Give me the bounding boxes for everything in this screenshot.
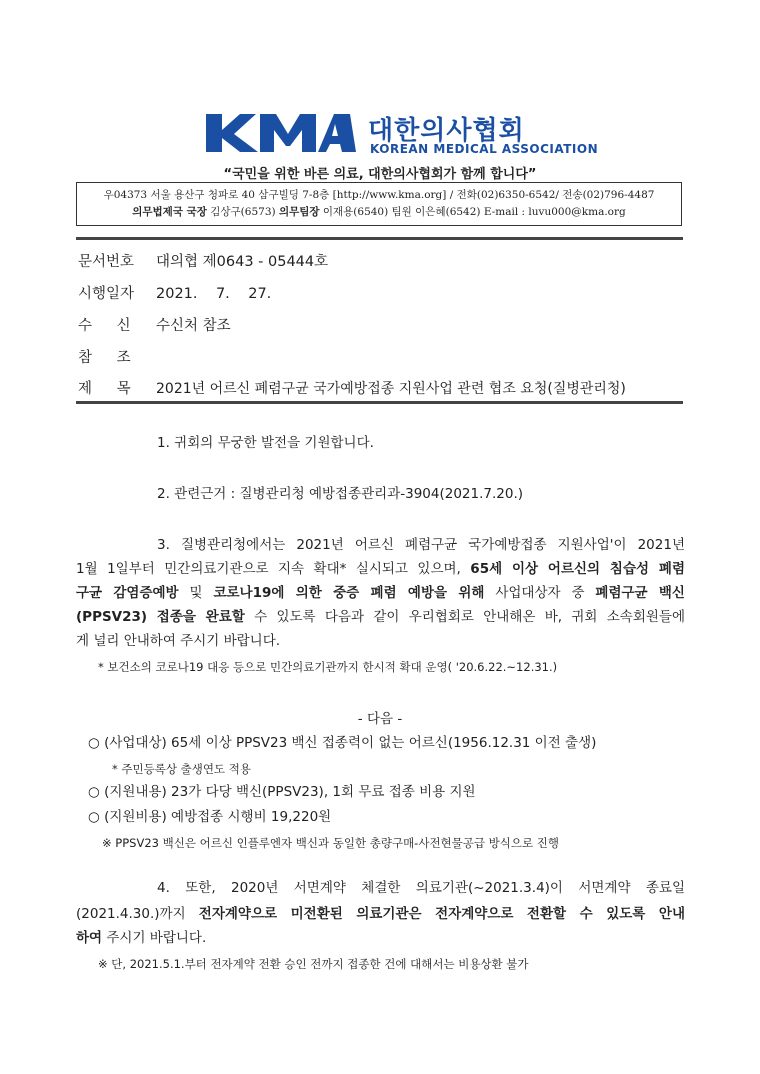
contact-staff [77, 204, 681, 221]
detail-item-target-note: * 주민등록상 출생연도 적용 [112, 762, 251, 776]
contact-label-team: 의무팀장 [278, 206, 320, 218]
contact-box [76, 182, 682, 226]
paragraph-3-line-4 [76, 605, 685, 629]
p3-emphasis-a: 65세 이상 어르신의 침습성 폐렴 [470, 561, 685, 577]
details-heading: - 다음 - [357, 711, 403, 727]
detail-item-cost-note: ※ PPSV23 백신은 어르신 인플루엔자 백신과 동일한 총량구매-사전현물공급 방식으로 진행 [102, 836, 559, 850]
header-divider-bottom [76, 401, 683, 404]
doc-number-row [78, 250, 328, 271]
date-row [78, 282, 271, 303]
p4-emphasis-a: 전자계약으로 미전환된 의료기관은 전자계약으로 전환할 수 있도록 안내 [198, 906, 685, 922]
p3-emphasis-b: 구균 감염증예방 [76, 585, 179, 601]
doc-number-label: 문서번호 [78, 254, 135, 270]
kma-logo [206, 110, 356, 156]
p3-emphasis-d: 폐렴구균 백신 [595, 585, 685, 601]
p3-emphasis-c: 코로나19에 의한 중증 폐렴 예방을 위해 [213, 585, 485, 601]
doc-number: 대의협 제0643 - 05444호 [156, 254, 329, 270]
recipient-value: 수신처 참조 [156, 318, 231, 334]
contact-team: 이재용(6540) 팀원 이은혜(6542) E-mail : luvu000@kma.org [322, 206, 626, 218]
paragraph-4-line-3 [76, 926, 206, 950]
p3-text-a: 1월 1일부터 민간의료기관으로 지속 확대* 실시되고 있으며, [76, 561, 461, 577]
detail-item-target: ○ (사업대상) 65세 이상 PPSV23 백신 접종력이 없는 어르신(1956.12.31 이전 출생) [88, 735, 597, 751]
p3-text-b: 및 [189, 585, 203, 601]
subject-value: 2021년 어르신 폐렴구균 국가예방접종 지원사업 관련 협조 요청(질병관리청) [156, 381, 626, 397]
paragraph-2: 2. 관련근거 : 질병관리청 예방접종관리과-3904(2021.7.20.) [157, 486, 524, 502]
org-name-korean: 대한의사협회 [368, 116, 525, 146]
paragraph-3-line-5: 게 널리 안내하여 주시기 바랍니다. [76, 633, 281, 649]
paragraph-4-note: ※ 단, 2021.5.1.부터 전자계약 전환 승인 전까지 접종한 건에 대해서는 비용상환 불가 [98, 957, 529, 971]
contact-director: 김상구(6573) [210, 206, 276, 218]
paragraph-3-note: * 보건소의 코로나19 대응 등으로 민간의료기관까지 한시적 확대 운영( '20.6.22.~12.31.) [98, 660, 558, 674]
p4-text-b: 주시기 바랍니다. [106, 930, 207, 946]
paragraph-3-line-2 [76, 557, 685, 581]
cc-label: 참 조 [78, 350, 131, 366]
detail-item-content: ○ (지원내용) 23가 다당 백신(PPSV23), 1회 무료 접종 비용 지원 [88, 784, 476, 800]
cc-row [78, 346, 156, 367]
paragraph-3-line-3 [76, 581, 685, 605]
p4-text-a: (2021.4.30.)까지 [76, 906, 186, 922]
subject-label: 제 목 [78, 381, 131, 397]
recipient-label: 수 신 [78, 318, 131, 334]
recipient-row [78, 314, 231, 335]
paragraph-4-line-2 [76, 902, 685, 926]
p3-text-c: 사업대상자 중 [495, 585, 585, 601]
contact-address: 우04373 서울 용산구 청파로 40 삼구빌딩 7-8층 [http://www.kma.org] / 전화(02)6350-6542/ 전송(02)796-4487 [103, 189, 655, 201]
p3-text-d: 수 있도록 다음과 같이 우리협회로 안내해온 바, 귀회 소속회원들에 [254, 609, 686, 625]
paragraph-4-line-1: 4. 또한, 2020년 서면계약 체결한 의료기관(~2021.3.4)이 서면계약 종료일 [157, 880, 685, 896]
subject-row [78, 377, 626, 398]
detail-item-cost: ○ (지원비용) 예방접종 시행비 19,220원 [88, 809, 332, 825]
paragraph-1: 1. 귀회의 무궁한 발전을 기원합니다. [157, 435, 374, 451]
slogan: “국민을 위한 바른 의료, 대한의사협회가 함께 합니다” [223, 167, 537, 182]
date-value: 2021. 7. 27. [156, 286, 272, 302]
contact-label-director: 의무법제국 국장 [132, 206, 207, 218]
paragraph-3-line-1: 3. 질병관리청에서는 2021년 어르신 폐렴구균 국가예방접종 지원사업'이 2021년 [157, 537, 685, 553]
date-label: 시행일자 [78, 286, 135, 302]
p3-emphasis-e: (PPSV23) 접종을 완료할 [76, 609, 245, 625]
p4-emphasis-b: 하여 [76, 930, 103, 946]
header-divider-top [76, 237, 683, 240]
org-name-english: KOREAN MEDICAL ASSOCIATION [370, 142, 599, 156]
